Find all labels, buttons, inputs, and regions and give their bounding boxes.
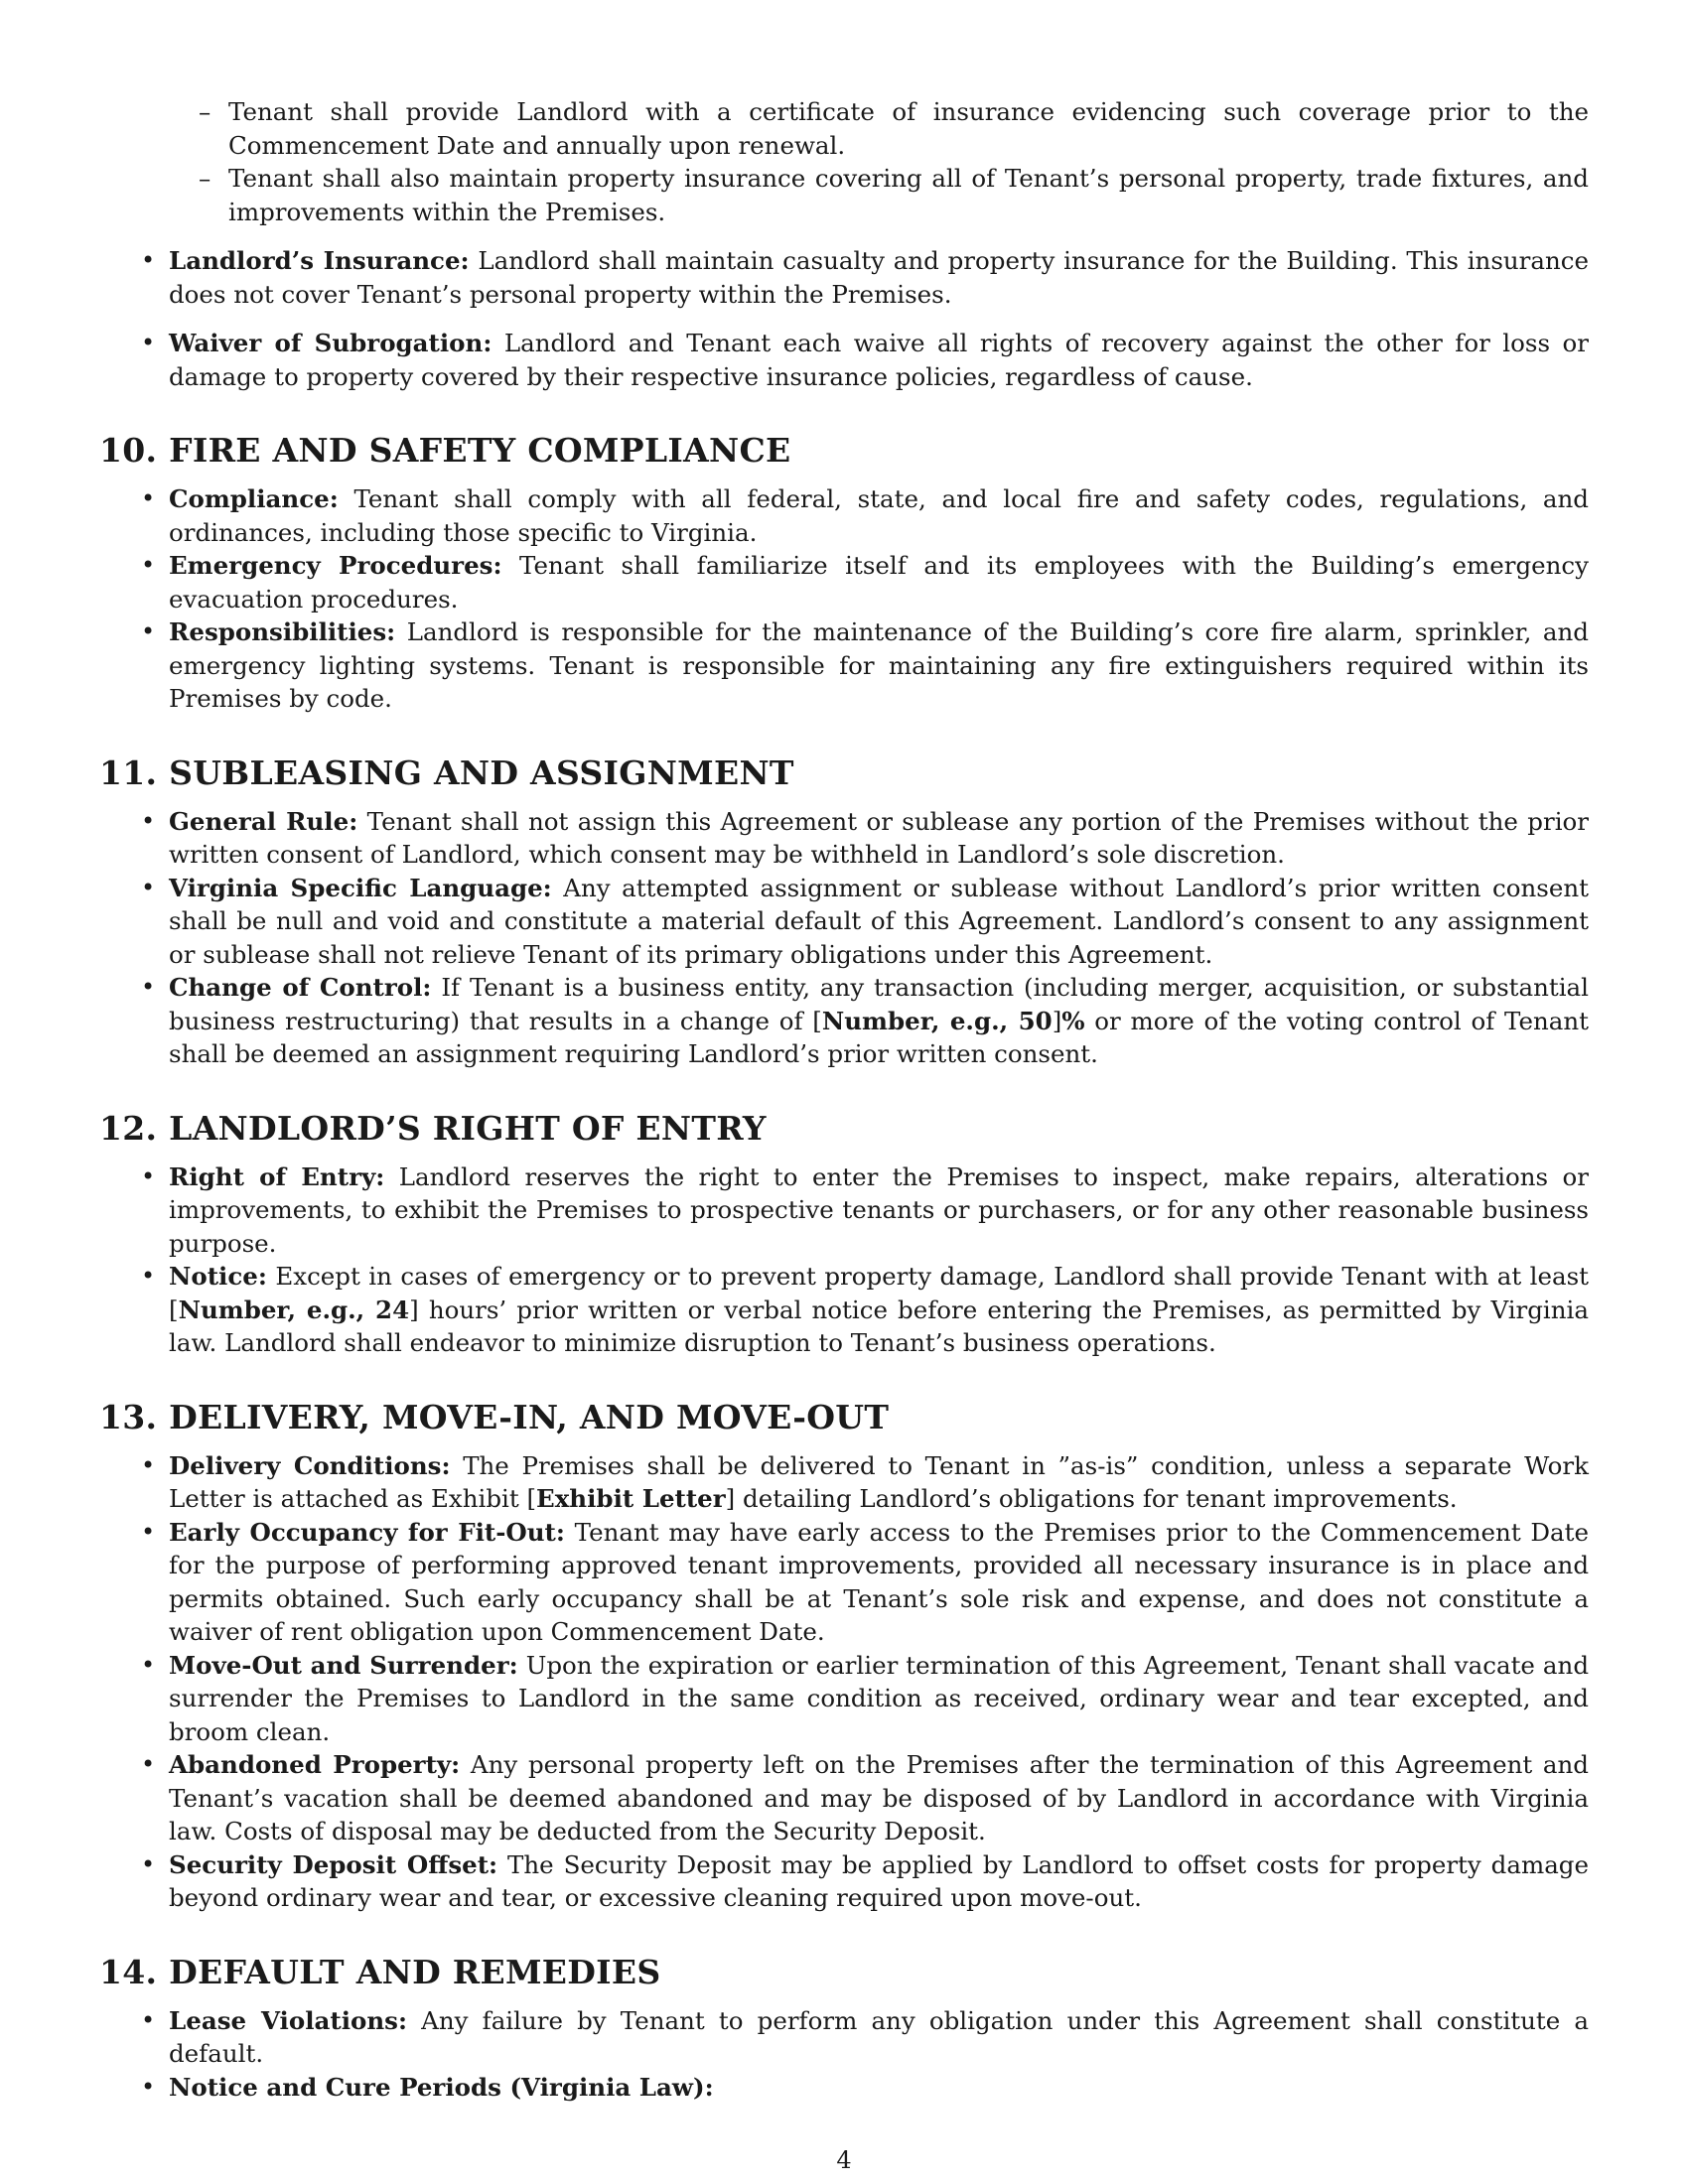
section-heading-13: 13. DELIVERY, MOVE-IN, AND MOVE-OUT [99,1397,890,1436]
list-item [169,2071,1589,2105]
list-item: – Tenant shall provide Landlord with a certificate of insurance evidencing such coverage prior to the Commencement Date and annually upon renewal. [228,95,1589,162]
item-label: General Rule: [169,806,358,836]
list-item [169,1160,1589,1261]
insurance-sub-list [99,95,1589,228]
item-text: Landlord and Tenant each waive all rights of recovery against the other for loss or damage to property covered by their respective insurance policies, regardless of cause. [169,329,1589,391]
percent-sign: % [1061,1006,1085,1035]
item-text: The Premises shall be delivered to Tenant in ”as-is” condition, unless a separate Work Letter is attached as Exhibit [ [169,1450,1589,1513]
item-text: If Tenant is a business entity, any transaction (including merger, acquisition, or substantial business restructuring) that results in a change of [ [169,973,1589,1035]
item-label: Change of Control: [169,973,432,1002]
list-item [169,1748,1589,1848]
item-label: Landlord’s Insurance: [169,246,470,275]
item-text: ] hours’ prior written or verbal notice before entering the Premises, as permitted by Virginia law. Landlord shall endeavor to minimize disruption to Tenant’s business operations. [169,1295,1589,1357]
item-label: Right of Entry: [169,1161,385,1191]
item-label: Delivery Conditions: [169,1450,451,1480]
item-text: The Security Deposit may be applied by Landlord to offset costs for property damage beyond ordinary wear and tear, or excessive cleaning required upon move-out. [169,1849,1589,1912]
list-item [169,805,1589,872]
item-text: Except in cases of emergency or to prevent property damage, Landlord shall provide Tenant with at least [ [169,1262,1589,1324]
placeholder-text: Number, e.g., 24 [178,1295,410,1324]
item-text: ] [1052,1006,1062,1035]
item-text: Any personal property left on the Premises after the termination of this Agreement and Tenant’s vacation shall be deemed abandoned and may be disposed of by Landlord in accordance with Virginia law. Costs of disposal may be deducted from the Security Deposit. [169,1750,1589,1845]
list-item [169,244,1589,311]
item-text: Tenant shall comply with all federal, state, and local fire and safety codes, regulations, and ordinances, including those specific to Virginia. [169,484,1589,547]
item-text: or more of the voting control of Tenant shall be deemed an assignment requiring Landlord’s prior written consent. [169,1006,1589,1068]
item-label: Move-Out and Surrender: [169,1650,518,1680]
item-text: ] detailing Landlord’s obligations for tenant improvements. [725,1484,1458,1513]
list-item [169,971,1589,1071]
section-heading-10: 10. FIRE AND SAFETY COMPLIANCE [99,431,791,470]
list-item [169,549,1589,615]
item-text: Tenant shall familiarize itself and its employees with the Building’s emergency evacuation procedures. [169,551,1589,614]
item-text: Any failure by Tenant to perform any obligation under this Agreement shall constitute a default. [169,2005,1590,2068]
document-page [99,95,1589,2104]
item-label: Lease Violations: [169,2005,407,2035]
item-text: Any attempted assignment or sublease without Landlord’s prior written consent shall be null and void and constitute a material default of this Agreement. Landlord’s consent to any assignment or sublease shall not relieve Tenant of its primary obligations under this Agreement. [169,873,1589,969]
list-item [169,1516,1589,1649]
section-11-list [99,805,1589,1071]
section-12-list [99,1160,1589,1360]
item-text: Upon the expiration or earlier termination of this Agreement, Tenant shall vacate and surrender the Premises to Landlord in the same condition as received, ordinary wear and tear excepted, and broom clean. [169,1650,1589,1746]
item-label: Responsibilities: [169,617,396,646]
list-item [169,1260,1589,1360]
section-heading-14: 14. DEFAULT AND REMEDIES [99,1952,661,1991]
section-heading-12: 12. LANDLORD’S RIGHT OF ENTRY [99,1108,767,1148]
item-label: Early Occupancy for Fit-Out: [169,1517,565,1547]
item-label: Virginia Specific Language: [169,873,552,902]
item-label: Compliance: [169,484,339,513]
section-10-list [99,482,1589,716]
item-text: Tenant shall not assign this Agreement or sublease any portion of the Premises without the prior written consent of Landlord, which consent may be withheld in Landlord’s sole discretion. [169,806,1589,869]
item-label: Notice: [169,1262,267,1291]
list-item [169,2004,1589,2071]
item-label: Emergency Procedures: [169,551,502,580]
page-number: 4 [836,2146,852,2174]
item-text: Landlord reserves the right to enter the Premises to inspect, make repairs, alterations or improvements, to exhibit the Premises to prospective tenants or purchasers, or for any other reasonable business purpose. [169,1161,1589,1258]
list-item [169,872,1589,972]
placeholder-text: Exhibit Letter [536,1484,726,1513]
list-item [169,1649,1589,1749]
item-label: Security Deposit Offset: [169,1849,498,1879]
item-text: Landlord shall maintain casualty and property insurance for the Building. This insurance does not cover Tenant’s personal property within the Premises. [169,246,1589,309]
section-heading-11: 11. SUBLEASING AND ASSIGNMENT [99,752,794,792]
section-13-list [99,1449,1589,1915]
section-14-list [99,2004,1589,2105]
list-item [169,482,1589,549]
list-item [169,1848,1589,1915]
list-item [169,1449,1589,1516]
item-text: Tenant may have early access to the Premises prior to the Commencement Date for the purpose of performing approved tenant improvements, provided all necessary insurance is in place and permits obtained. Such early occupancy shall be at Tenant’s sole risk and expense, and does not constitute a waiver of rent obligation upon Commencement Date. [169,1517,1590,1646]
list-item [169,615,1589,716]
item-text: Landlord is responsible for the maintenance of the Building’s core fire alarm, sprinkler, and emergency lighting systems. Tenant is responsible for maintaining any fire extinguishers required within its Premises by code. [169,617,1589,713]
placeholder-text: Number, e.g., 50 [821,1006,1053,1035]
list-item: – Tenant shall also maintain property insurance covering all of Tenant’s personal property, trade fixtures, and improvements within the Premises. [228,162,1589,228]
item-label: Abandoned Property: [169,1750,461,1779]
item-label: Notice and Cure Periods (Virginia Law): [169,2072,714,2102]
item-label: Waiver of Subrogation: [169,329,492,357]
list-item [169,327,1589,393]
insurance-list [99,244,1589,393]
